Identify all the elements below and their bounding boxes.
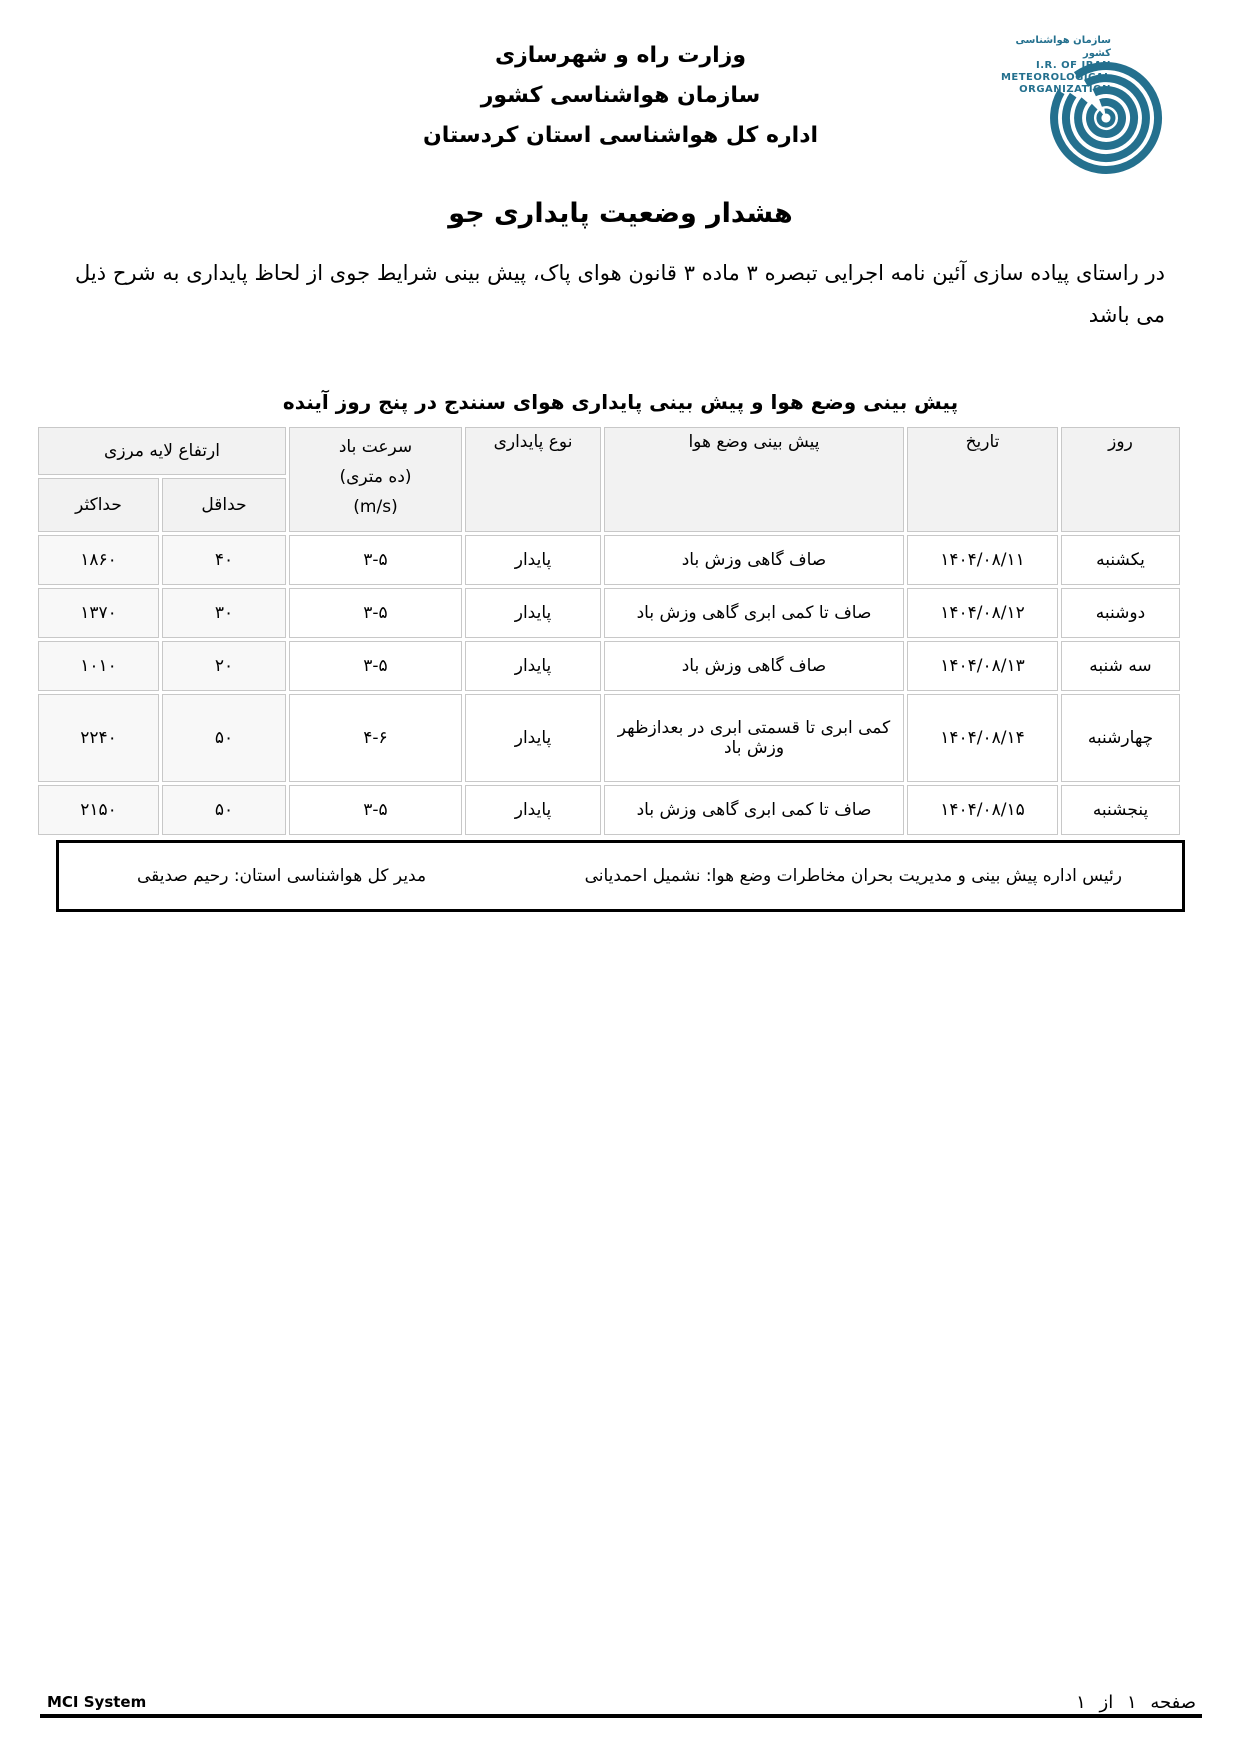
footer-page-number: صفحه ۱ از ۱: [1076, 1692, 1196, 1713]
footer-rule: [40, 1714, 1202, 1718]
wind-cell: ۳-۵: [289, 641, 462, 691]
stability-cell: پایدار: [465, 535, 601, 585]
stability-cell: پایدار: [465, 641, 601, 691]
intro-paragraph: در راستای پیاده سازی آئین نامه اجرایی تبصره ۳ ماده ۳ قانون هوای پاک، پیش بینی شرایط جوی از لحاظ پایداری به شرح ذیل می باشد: [75, 261, 1165, 327]
logo-persian-name: سازمان هواشناسی کشور: [1015, 35, 1111, 59]
min-cell: ۵۰: [162, 785, 286, 835]
header-weather: پیش بینی وضع هوا: [604, 427, 904, 532]
max-cell: ۲۱۵۰: [38, 785, 159, 835]
date-cell: ۱۴۰۴/۰۸/۱۵: [907, 785, 1058, 835]
org-line-organization: سازمان هواشناسی کشور: [480, 83, 761, 108]
table-row: [38, 785, 1180, 835]
footer-system-label: MCI System: [47, 1693, 147, 1711]
header-min: حداقل: [162, 478, 286, 532]
header-wind-speed: [289, 427, 462, 532]
max-cell: ۱۸۶۰: [38, 535, 159, 585]
date-cell: ۱۴۰۴/۰۸/۱۳: [907, 641, 1058, 691]
header-wind-line3: (m/s): [353, 497, 398, 517]
wind-cell: ۳-۵: [289, 535, 462, 585]
date-cell: ۱۴۰۴/۰۸/۱۱: [907, 535, 1058, 585]
stability-cell: پایدار: [465, 588, 601, 638]
logo-latin-line3: ORGANIZATION: [1019, 84, 1111, 95]
header-max: حداکثر: [38, 478, 159, 532]
header-boundary-layer: ارتفاع لایه مرزی: [38, 427, 286, 475]
weather-cell: صاف گاهی وزش باد: [604, 641, 904, 691]
logo-latin-line2: METEOROLOGICAL: [1000, 72, 1111, 83]
min-cell: ۴۰: [162, 535, 286, 585]
weather-cell: صاف گاهی وزش باد: [604, 535, 904, 585]
page-footer: [0, 1683, 1241, 1753]
weather-cell: صاف تا کمی ابری گاهی وزش باد: [604, 785, 904, 835]
max-cell: ۱۳۷۰: [38, 588, 159, 638]
min-cell: ۵۰: [162, 694, 286, 782]
wind-cell: ۴-۶: [289, 694, 462, 782]
signature-box: [56, 840, 1185, 912]
cyclone-spiral-icon: [1049, 46, 1167, 182]
day-cell: چهارشنبه: [1061, 694, 1180, 782]
table-row: [38, 535, 1180, 585]
wind-cell: ۳-۵: [289, 588, 462, 638]
max-cell: ۱۰۱۰: [38, 641, 159, 691]
header-stability: نوع پایداری: [465, 427, 601, 532]
weather-cell: کمی ابری تا قسمتی ابری در بعدازظهر وزش باد: [604, 694, 904, 782]
irimo-logo: [985, 24, 1167, 182]
weather-cell: صاف تا کمی ابری گاهی وزش باد: [604, 588, 904, 638]
day-cell: یکشنبه: [1061, 535, 1180, 585]
table-row: [38, 588, 1180, 638]
forecast-table-title: پیش بینی وضع هوا و پیش بینی پایداری هوای سنندج در پنج روز آینده: [282, 390, 959, 414]
signature-director-general: مدیر کل هواشناسی استان: رحیم صدیقی: [137, 866, 427, 886]
header-day: روز: [1061, 427, 1180, 532]
wind-cell: ۳-۵: [289, 785, 462, 835]
date-cell: ۱۴۰۴/۰۸/۱۴: [907, 694, 1058, 782]
logo-latin-line1: I.R. OF IRAN: [1035, 60, 1111, 71]
min-cell: ۳۰: [162, 588, 286, 638]
stability-cell: پایدار: [465, 694, 601, 782]
stability-cell: پایدار: [465, 785, 601, 835]
day-cell: سه شنبه: [1061, 641, 1180, 691]
header-date: تاریخ: [907, 427, 1058, 532]
table-row: [38, 694, 1180, 782]
signature-forecast-head: رئیس اداره پیش بینی و مدیریت بحران مخاطرات وضع هوا: نشمیل احمدیانی: [584, 866, 1122, 886]
header-wind-line2: (ده متری): [339, 467, 412, 487]
day-cell: دوشنبه: [1061, 588, 1180, 638]
header-wind-line1: سرعت باد: [338, 437, 413, 457]
day-cell: پنجشنبه: [1061, 785, 1180, 835]
forecast-table: [35, 424, 1183, 838]
min-cell: ۲۰: [162, 641, 286, 691]
org-line-province: اداره کل هواشناسی استان کردستان: [422, 123, 819, 148]
max-cell: ۲۲۴۰: [38, 694, 159, 782]
org-line-ministry: وزارت راه و شهرسازی: [494, 43, 747, 68]
date-cell: ۱۴۰۴/۰۸/۱۲: [907, 588, 1058, 638]
page-title: هشدار وضعیت پایداری جو: [448, 198, 793, 229]
table-row: [38, 641, 1180, 691]
